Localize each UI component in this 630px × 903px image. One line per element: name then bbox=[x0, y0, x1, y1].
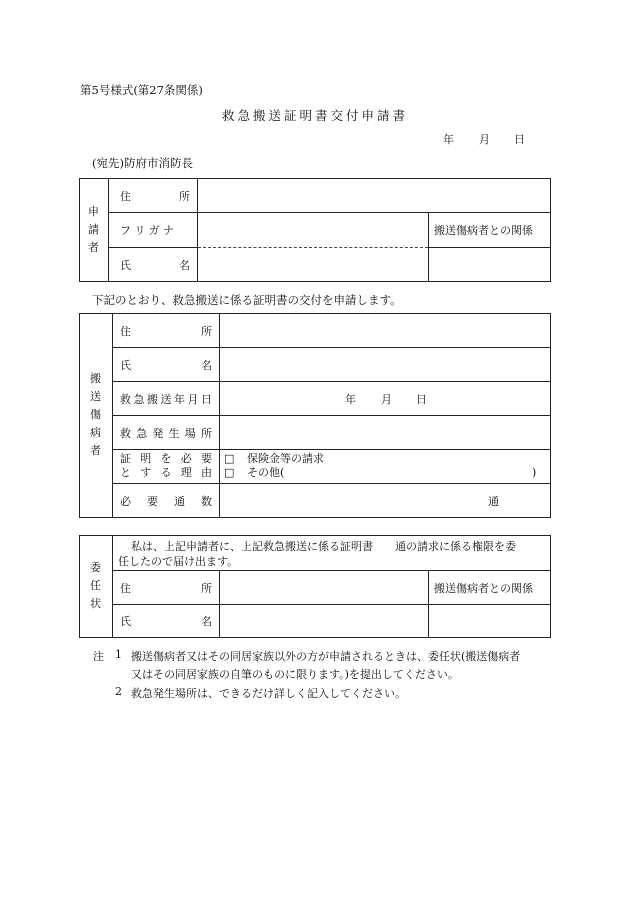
applicant-relation-label: 搬送傷病者との関係 bbox=[434, 224, 533, 237]
note-2-text: 救急発生場所は、できるだけ詳しく記入してください。 bbox=[131, 687, 406, 700]
other-option-label: その他( bbox=[247, 466, 285, 479]
applicant-name-label: 氏 名 bbox=[120, 258, 190, 272]
incident-place-field[interactable] bbox=[220, 416, 550, 449]
addressee: (宛先)防府市消防長 bbox=[92, 156, 193, 170]
transport-date-field[interactable] bbox=[220, 382, 550, 415]
delegation-copies-field[interactable] bbox=[400, 538, 422, 554]
note-1-line1: 搬送傷病者又はその同居家族以外の方が申請されるときは、委任状(搬送傷病者 bbox=[131, 650, 521, 663]
transport-date-label: 救 急 搬 送 年 月 日 bbox=[120, 392, 212, 406]
note-1-number: 1 bbox=[115, 648, 122, 661]
copies-label: 必 要 通 数 bbox=[120, 494, 212, 508]
date-day-label: 日 bbox=[514, 133, 525, 146]
note-1-line2: 又はその同居家族の自筆のものに限ります。)を提出してください。 bbox=[131, 668, 459, 681]
applicant-relation-field[interactable] bbox=[429, 248, 550, 281]
other-close-paren: ) bbox=[532, 466, 537, 479]
other-reason-field[interactable] bbox=[300, 465, 528, 481]
patient-address-label: 住 所 bbox=[120, 324, 212, 338]
applicant-section-label: 申 請 者 bbox=[88, 204, 99, 254]
request-sentence: 下記のとおり、救急搬送に係る証明書の交付を申請します。 bbox=[92, 293, 402, 307]
patient-name-label: 氏 名 bbox=[120, 358, 212, 372]
applicant-furigana-label: フ リ ガ ナ bbox=[120, 224, 174, 237]
transport-day-label: 日 bbox=[416, 392, 427, 406]
applicant-name-field[interactable] bbox=[198, 248, 428, 281]
page-title: 救急搬送証明書交付申請書 bbox=[221, 108, 408, 123]
delegation-address-label: 住 所 bbox=[120, 581, 212, 595]
applicant-address-field[interactable] bbox=[198, 179, 550, 212]
delegation-name-field[interactable] bbox=[220, 605, 428, 637]
insurance-checkbox[interactable]: □ bbox=[224, 452, 235, 465]
delegation-relation-field[interactable] bbox=[429, 605, 550, 637]
delegation-name-label: 氏 名 bbox=[120, 615, 212, 628]
delegation-relation-label: 搬送傷病者との関係 bbox=[434, 581, 533, 595]
note-2-number: 2 bbox=[115, 685, 122, 698]
delegation-statement-line1: 私は、上記申請者に、上記救急搬送に係る証明書 通の請求に係る権限を委 bbox=[131, 540, 516, 553]
applicant-furigana-field[interactable] bbox=[198, 213, 428, 247]
form-number: 第5号様式(第27条関係) bbox=[80, 83, 203, 97]
patient-section-label: 搬 送 傷 病 者 bbox=[90, 372, 101, 457]
date-month-label: 月 bbox=[479, 133, 490, 146]
copies-field[interactable] bbox=[220, 484, 480, 517]
applicant-address-label: 住 所 bbox=[120, 189, 190, 203]
transport-month-label: 月 bbox=[381, 392, 392, 406]
delegation-address-field[interactable] bbox=[220, 571, 428, 604]
reason-label-line1: 証 明 を 必 要 bbox=[120, 452, 212, 465]
transport-year-label: 年 bbox=[345, 392, 356, 406]
delegation-statement-line2: 任したので届け出ます。 bbox=[118, 555, 239, 568]
notes-label: 注 bbox=[93, 650, 104, 663]
date-year-label: 年 bbox=[443, 133, 454, 146]
patient-address-field[interactable] bbox=[220, 314, 550, 347]
reason-label-line2: と す る 理 由 bbox=[120, 466, 212, 479]
insurance-option-label: 保険金等の請求 bbox=[247, 452, 324, 465]
patient-name-field[interactable] bbox=[220, 348, 550, 381]
incident-place-label: 救 急 発 生 場 所 bbox=[120, 426, 212, 440]
delegation-section-label: 委 任 状 bbox=[90, 561, 101, 610]
other-checkbox[interactable]: □ bbox=[224, 466, 235, 479]
copies-unit: 通 bbox=[488, 494, 499, 508]
